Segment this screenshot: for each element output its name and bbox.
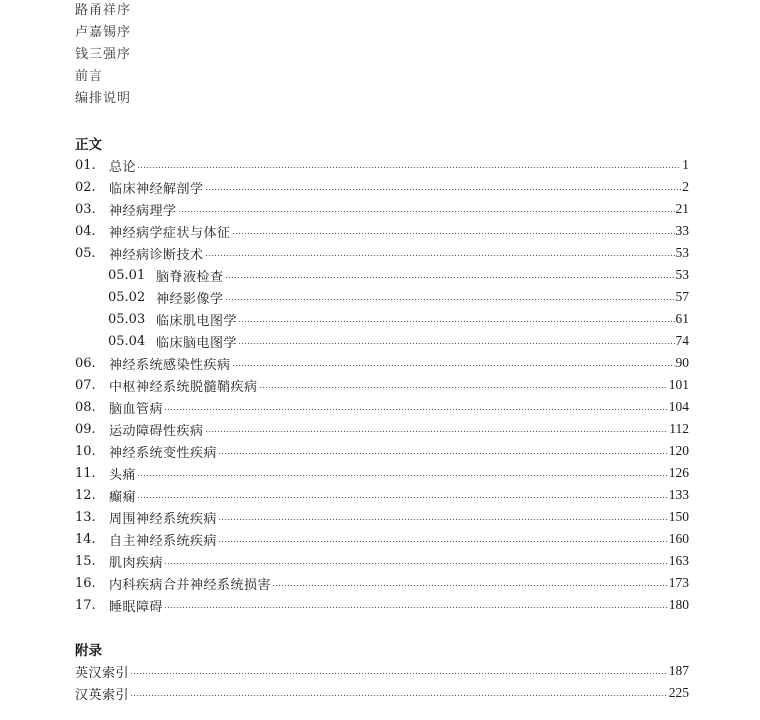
toc-subentry[interactable] <box>75 308 689 330</box>
entry-page-number: 126 <box>668 465 689 480</box>
chapter-list <box>75 154 689 616</box>
entry-page-number: 61 <box>675 311 689 326</box>
toc-entry[interactable] <box>75 440 689 462</box>
toc-entry[interactable] <box>75 176 689 198</box>
entry-page-number: 33 <box>675 223 689 238</box>
entry-number: 09. <box>75 421 96 437</box>
entry-page-number: 163 <box>668 553 689 568</box>
toc-entry[interactable] <box>75 572 689 594</box>
entry-title[interactable]: 神经系统变性疾病 <box>109 445 218 461</box>
dot-leader <box>137 497 668 498</box>
entry-page-number: 173 <box>668 575 689 590</box>
entry-number: 05. <box>75 245 96 261</box>
toc-entry[interactable] <box>75 374 689 396</box>
entry-title[interactable]: 英汉索引 <box>75 665 130 681</box>
toc-entry[interactable] <box>75 396 689 418</box>
entry-number: 05.01 <box>108 267 146 283</box>
dot-leader <box>205 431 669 432</box>
entry-number: 08. <box>75 399 96 415</box>
dot-leader <box>225 299 675 300</box>
entry-number: 10. <box>75 443 96 459</box>
appendix-section-heading: 附录 <box>75 643 102 659</box>
toc-entry[interactable] <box>75 154 689 176</box>
entry-number: 11. <box>75 465 96 481</box>
entry-title[interactable]: 内科疾病合并神经系统损害 <box>109 577 272 593</box>
dot-leader <box>205 189 682 190</box>
toc-entry[interactable] <box>75 220 689 242</box>
entry-number: 07. <box>75 377 96 393</box>
toc-entry[interactable] <box>75 550 689 572</box>
entry-title[interactable]: 临床神经解剖学 <box>109 181 204 197</box>
entry-title[interactable]: 神经系统感染性疾病 <box>109 357 231 373</box>
dot-leader <box>238 321 674 322</box>
entry-number: 03. <box>75 201 96 217</box>
dot-leader <box>218 519 668 520</box>
dot-leader <box>272 585 668 586</box>
entry-title[interactable]: 神经影像学 <box>156 291 224 307</box>
entry-title[interactable]: 运动障碍性疾病 <box>109 423 204 439</box>
entry-page-number: 2 <box>682 179 689 194</box>
entry-page-number: 225 <box>668 685 689 700</box>
toc-entry[interactable] <box>75 198 689 220</box>
toc-entry[interactable] <box>75 462 689 484</box>
entry-number: 15. <box>75 553 96 569</box>
entry-title[interactable]: 临床肌电图学 <box>156 313 238 329</box>
entry-page-number: 53 <box>675 267 689 282</box>
entry-title[interactable]: 总论 <box>109 159 137 175</box>
entry-title[interactable]: 癫痫 <box>109 489 137 505</box>
preface-item[interactable]: 卢嘉锡序 <box>75 25 132 40</box>
dot-leader <box>178 211 675 212</box>
entry-page-number: 150 <box>668 509 689 524</box>
entry-title[interactable]: 中枢神经系统脱髓鞘疾病 <box>109 379 258 395</box>
appendix-entry[interactable] <box>75 660 689 682</box>
entry-title[interactable]: 肌肉疾病 <box>109 555 164 571</box>
entry-number: 04. <box>75 223 96 239</box>
entry-page-number: 57 <box>675 289 689 304</box>
dot-leader <box>164 563 668 564</box>
entry-page-number: 133 <box>668 487 689 502</box>
entry-title[interactable]: 脑血管病 <box>109 401 164 417</box>
entry-page-number: 104 <box>668 399 689 414</box>
entry-title[interactable]: 神经病诊断技术 <box>109 247 204 263</box>
dot-leader <box>130 695 668 696</box>
entry-page-number: 112 <box>669 421 689 436</box>
entry-page-number: 101 <box>668 377 689 392</box>
preface-item[interactable]: 前言 <box>75 69 104 84</box>
entry-title[interactable]: 自主神经系统疾病 <box>109 533 218 549</box>
preface-list <box>75 0 131 110</box>
main-section-heading: 正文 <box>75 137 102 153</box>
toc-subentry[interactable] <box>75 286 689 308</box>
entry-number: 01. <box>75 157 96 173</box>
entry-number: 13. <box>75 509 96 525</box>
entry-title[interactable]: 神经病理学 <box>109 203 177 219</box>
entry-title[interactable]: 汉英索引 <box>75 687 130 703</box>
dot-leader <box>238 343 674 344</box>
entry-title[interactable]: 睡眠障碍 <box>109 599 164 615</box>
entry-number: 05.03 <box>108 311 146 327</box>
entry-title[interactable]: 脑脊液检查 <box>156 269 224 285</box>
entry-page-number: 90 <box>675 355 689 370</box>
toc-entry[interactable] <box>75 352 689 374</box>
dot-leader <box>232 365 675 366</box>
entry-page-number: 1 <box>682 157 689 172</box>
entry-number: 05.04 <box>108 333 146 349</box>
dot-leader <box>218 453 668 454</box>
entry-number: 16. <box>75 575 96 591</box>
toc-subentry[interactable] <box>75 330 689 352</box>
entry-page-number: 180 <box>668 597 689 612</box>
entry-title[interactable]: 头痛 <box>109 467 137 483</box>
dot-leader <box>205 255 675 256</box>
dot-leader <box>137 475 668 476</box>
entry-title[interactable]: 临床脑电图学 <box>156 335 238 351</box>
entry-page-number: 160 <box>668 531 689 546</box>
entry-title[interactable]: 神经病学症状与体征 <box>109 225 231 241</box>
dot-leader <box>259 387 668 388</box>
appendix-entry[interactable] <box>75 682 689 704</box>
dot-leader <box>164 607 668 608</box>
preface-item[interactable]: 路甬祥序 <box>75 3 132 18</box>
toc-entry[interactable] <box>75 528 689 550</box>
appendix-list <box>75 660 689 704</box>
toc-subentry[interactable] <box>75 264 689 286</box>
toc-entry[interactable] <box>75 418 689 440</box>
dot-leader <box>232 233 675 234</box>
entry-title[interactable]: 周围神经系统疾病 <box>109 511 218 527</box>
dot-leader <box>130 673 668 674</box>
entry-number: 12. <box>75 487 96 503</box>
entry-page-number: 120 <box>668 443 689 458</box>
entry-number: 14. <box>75 531 96 547</box>
entry-number: 05.02 <box>108 289 146 305</box>
toc-entry[interactable] <box>75 594 689 616</box>
toc-entry[interactable] <box>75 506 689 528</box>
toc-entry[interactable] <box>75 484 689 506</box>
entry-number: 17. <box>75 597 96 613</box>
entry-page-number: 53 <box>675 245 689 260</box>
dot-leader <box>218 541 668 542</box>
entry-page-number: 187 <box>668 663 689 678</box>
entry-number: 02. <box>75 179 96 195</box>
preface-item[interactable]: 钱三强序 <box>75 47 132 62</box>
entry-page-number: 74 <box>675 333 689 348</box>
entry-number: 06. <box>75 355 96 371</box>
dot-leader <box>137 167 681 168</box>
dot-leader <box>225 277 675 278</box>
entry-page-number: 21 <box>675 201 689 216</box>
preface-item[interactable]: 编排说明 <box>75 91 132 106</box>
dot-leader <box>164 409 668 410</box>
toc-entry[interactable] <box>75 242 689 264</box>
